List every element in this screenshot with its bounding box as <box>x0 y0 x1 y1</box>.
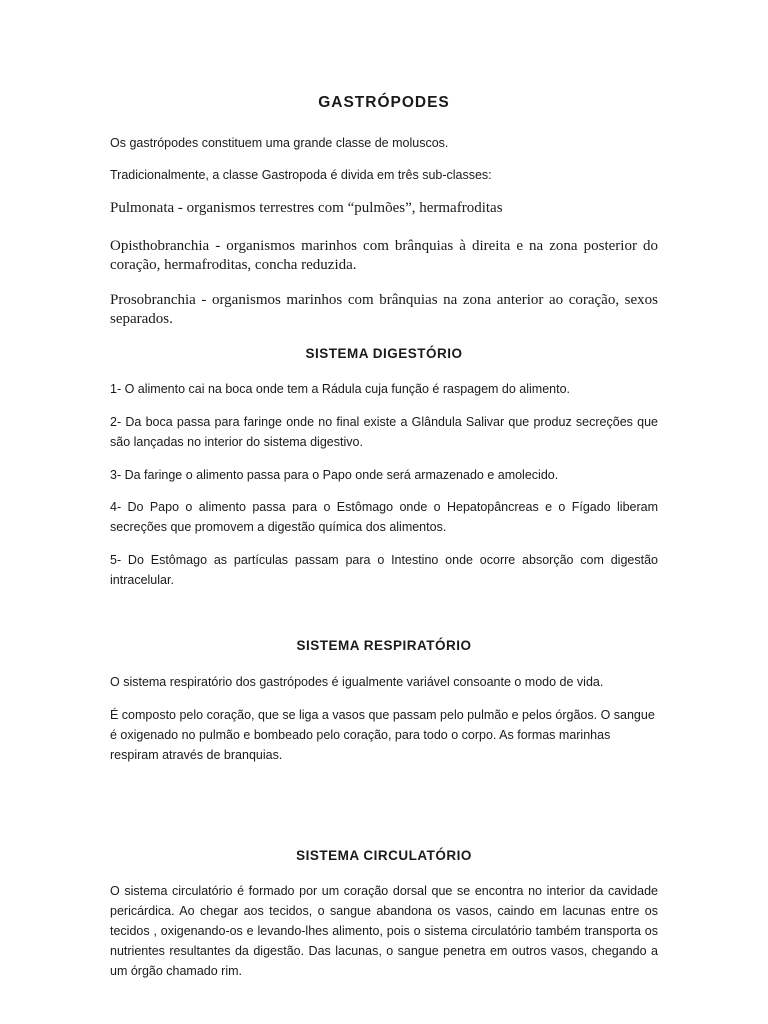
subclass-prosobranchia: Prosobranchia - organismos marinhos com brânquias na zona anterior ao coração, sexos separados. <box>110 292 658 327</box>
digestive-item-3: 3- Da faringe o alimento passa para o Papo onde será armazenado e amolecido. <box>110 468 559 482</box>
subclass-pulmonata: Pulmonata - organismos terrestres com “pulmões”, hermafroditas <box>110 200 503 216</box>
digestive-item-5: 5- Do Estômago as partículas passam para o Intestino onde ocorre absorção com digestão intracelular. <box>110 553 658 587</box>
respiratory-paragraph-1: O sistema respiratório dos gastrópodes é igualmente variável consoante o modo de vida. <box>110 675 604 689</box>
circulatory-paragraph: O sistema circulatório é formado por um coração dorsal que se encontra no interior da cavidade pericárdica. Ao chegar aos tecidos, o sangue abandona os vasos, caindo em lacunas entre os tecidos , oxigenando-os e levando-lhes alimento, pois o sistema circulatório também transporta os nutrientes resultantes da digestão. Das lacunas, o sangue penetra em outros vasos, chegando a um órgão chamado rim. <box>110 884 658 978</box>
section-heading-circulatory: SISTEMA CIRCULATÓRIO <box>296 848 472 863</box>
section-heading-digestive: SISTEMA DIGESTÓRIO <box>305 346 463 361</box>
page-title: GASTRÓPODES <box>318 94 450 111</box>
intro-line-2: Tradicionalmente, a classe Gastropoda é divida em três sub-classes: <box>110 168 492 182</box>
intro-line-1: Os gastrópodes constituem uma grande classe de moluscos. <box>110 136 449 150</box>
digestive-item-4: 4- Do Papo o alimento passa para o Estômago onde o Hepatopâncreas e o Fígado liberam secreções que promovem a digestão química dos alimentos. <box>110 500 658 534</box>
subclass-opisthobranchia: Opisthobranchia - organismos marinhos com brânquias à direita e na zona posterior do coração, hermafroditas, concha reduzida. <box>110 238 658 273</box>
respiratory-paragraph-2: É composto pelo coração, que se liga a vasos que passam pelo pulmão e pelos órgãos. O sangue é oxigenado no pulmão e bombeado pelo coração, para todo o corpo. As formas marinhas respiram através de branquias. <box>110 708 655 762</box>
digestive-item-1: 1- O alimento cai na boca onde tem a Rádula cuja função é raspagem do alimento. <box>110 382 570 396</box>
digestive-item-2: 2- Da boca passa para faringe onde no final existe a Glândula Salivar que produz secreções que são lançadas no interior do sistema digestivo. <box>110 415 658 449</box>
section-heading-respiratory: SISTEMA RESPIRATÓRIO <box>296 638 472 653</box>
